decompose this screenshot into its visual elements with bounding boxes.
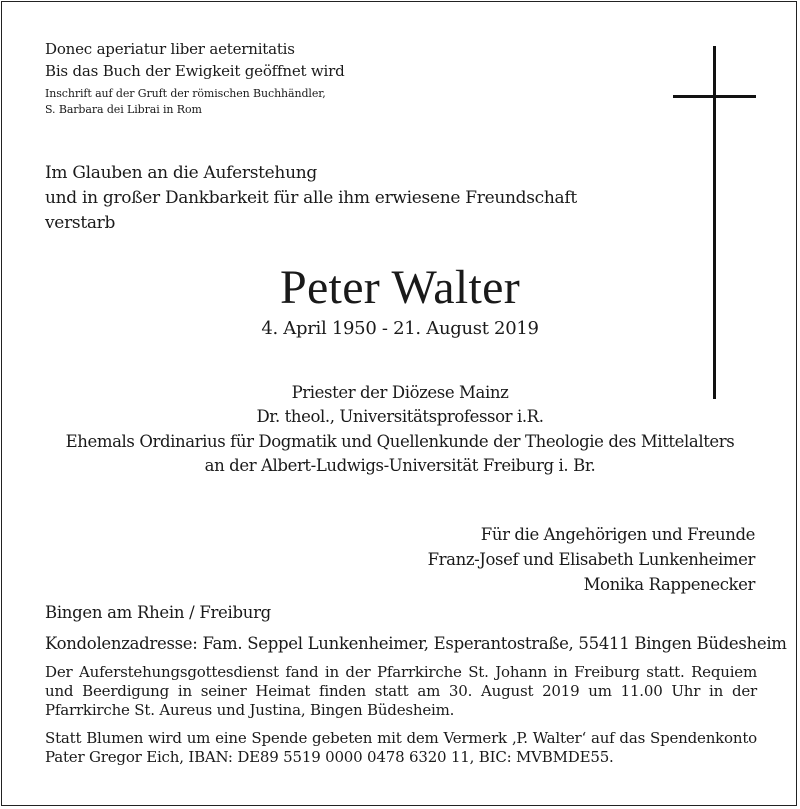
motto-german: Bis das Buch der Ewigkeit geöffnet wird	[45, 62, 345, 80]
latin-cross-icon	[713, 46, 716, 399]
mourner-line-3: Monika Rappenecker	[583, 575, 755, 594]
inscription-line-2: S. Barbara dei Librai in Rom	[45, 103, 202, 116]
donation-notice: Statt Blumen wird um eine Spende gebeten mit dem Vermerk ‚P. Walter‘ auf das Spendenkonto Pater Gregor Eich, IBAN: DE89 5519 0000 0478 6320 11, BIC: MVBMDE55.	[45, 729, 757, 766]
deceased-name: Peter Walter	[279, 261, 521, 314]
title-line-3: Ehemals Ordinarius für Dogmatik und Quellenkunde der Theologie des Mittelalters	[65, 432, 735, 451]
inscription-line-1: Inschrift auf der Gruft der römischen Buchhändler,	[45, 87, 326, 100]
intro-line-3: verstarb	[45, 213, 116, 233]
intro-line-2: und in großer Dankbarkeit für alle ihm erwiesene Freundschaft	[45, 188, 577, 208]
motto-latin: Donec aperiatur liber aeternitatis	[45, 40, 295, 58]
condolence-address: Kondolenzadresse: Fam. Seppel Lunkenheimer, Esperantostraße, 55411 Bingen Büdesheim	[45, 634, 787, 653]
latin-cross-bar	[673, 95, 756, 98]
title-line-2: Dr. theol., Universitätsprofessor i.R.	[256, 407, 544, 426]
mourner-line-1: Für die Angehörigen und Freunde	[480, 525, 755, 544]
place-line: Bingen am Rhein / Freiburg	[45, 603, 271, 622]
life-dates: 4. April 1950 - 21. August 2019	[261, 318, 539, 339]
title-line-4: an der Albert-Ludwigs-Universität Freiburg i. Br.	[204, 456, 596, 475]
service-notice: Der Auferstehungsgottesdienst fand in der Pfarrkirche St. Johann in Freiburg statt. Requiem und Beerdigung in seiner Heimat finden statt am 30. August 2019 um 11.00 Uhr in der Pfarrkirche St. Aureus und Justina, Bingen Büdesheim.	[45, 663, 757, 719]
intro-line-1: Im Glauben an die Auferstehung	[45, 163, 317, 183]
mourner-line-2: Franz-Josef und Elisabeth Lunkenheimer	[427, 550, 755, 569]
title-line-1: Priester der Diözese Mainz	[291, 383, 509, 402]
